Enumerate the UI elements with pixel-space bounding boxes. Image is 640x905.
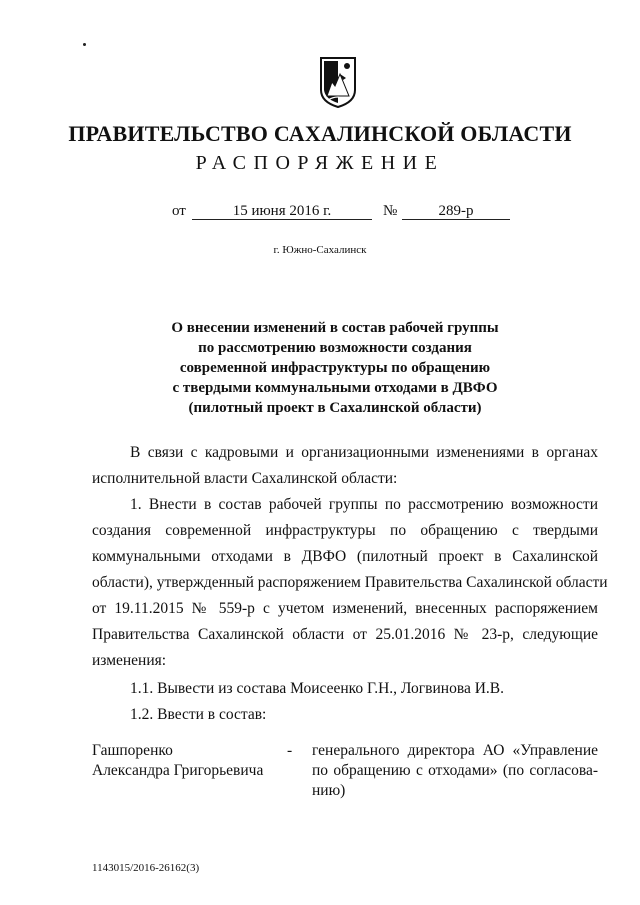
member-dash: - [287, 742, 293, 759]
subject-line: по рассмотрению возможности создания [198, 340, 472, 356]
body-line: создания современной инфраструктуры по обращению с твердыми [92, 522, 598, 539]
scan-speck [83, 43, 86, 46]
body-line: исполнительной власти Сахалинской области: [92, 470, 398, 487]
document-type: РАСПОРЯЖЕНИЕ [195, 152, 445, 174]
sakhalin-coat-of-arms-icon [318, 56, 358, 108]
member-role [312, 741, 598, 801]
member-role-line: нию) [312, 782, 346, 799]
date-number-line [0, 201, 640, 225]
document-code: 1143015/2016-26162(3) [92, 862, 200, 874]
member-role-line: генерального директора АО «Управление [312, 742, 598, 759]
number-prefix: № [383, 203, 398, 219]
subject-line: с твердыми коммунальными отходами в ДВФО [172, 380, 498, 396]
member-role-line: по обращению с отходами» (по согласова- [312, 762, 598, 779]
city-label: г. Южно-Сахалинск [273, 244, 367, 256]
subject-line: (пилотный проект в Сахалинской области) [188, 400, 482, 416]
date-prefix: от [172, 203, 186, 219]
document-number: 289-р [402, 203, 510, 220]
body-line: В связи с кадровыми и организационными изменениями в органах [130, 444, 598, 461]
body-line: 1.2. Ввести в состав: [130, 706, 267, 723]
organization-title: ПРАВИТЕЛЬСТВО САХАЛИНСКОЙ ОБЛАСТИ [68, 121, 572, 146]
body-line: области), утвержденный распоряжением Правительства Сахалинской области [92, 574, 608, 591]
body-line: 1. Внести в состав рабочей группы по рассмотрению возможности [130, 496, 598, 513]
body-line: Правительства Сахалинской области от 25.01.2016 № 23-р, следующие [92, 626, 598, 643]
subject-line: современной инфраструктуры по обращению [179, 360, 491, 376]
body-line: коммунальными отходами в ДВФО (пилотный проект в Сахалинской [92, 548, 598, 565]
document-subject [140, 318, 530, 418]
member-surname: Гашпоренко [92, 742, 173, 759]
body-line: изменения: [92, 652, 167, 669]
body-line: от 19.11.2015 № 559-р с учетом изменений, внесенных распоряжением [92, 600, 598, 617]
body-line: 1.1. Вывести из состава Моисеенко Г.Н., Логвинова И.В. [130, 680, 504, 697]
member-name [92, 741, 263, 781]
member-given-name: Александра Григорьевича [92, 762, 264, 779]
subject-line: О внесении изменений в состав рабочей группы [171, 320, 499, 336]
document-date: 15 июня 2016 г. [192, 203, 372, 220]
